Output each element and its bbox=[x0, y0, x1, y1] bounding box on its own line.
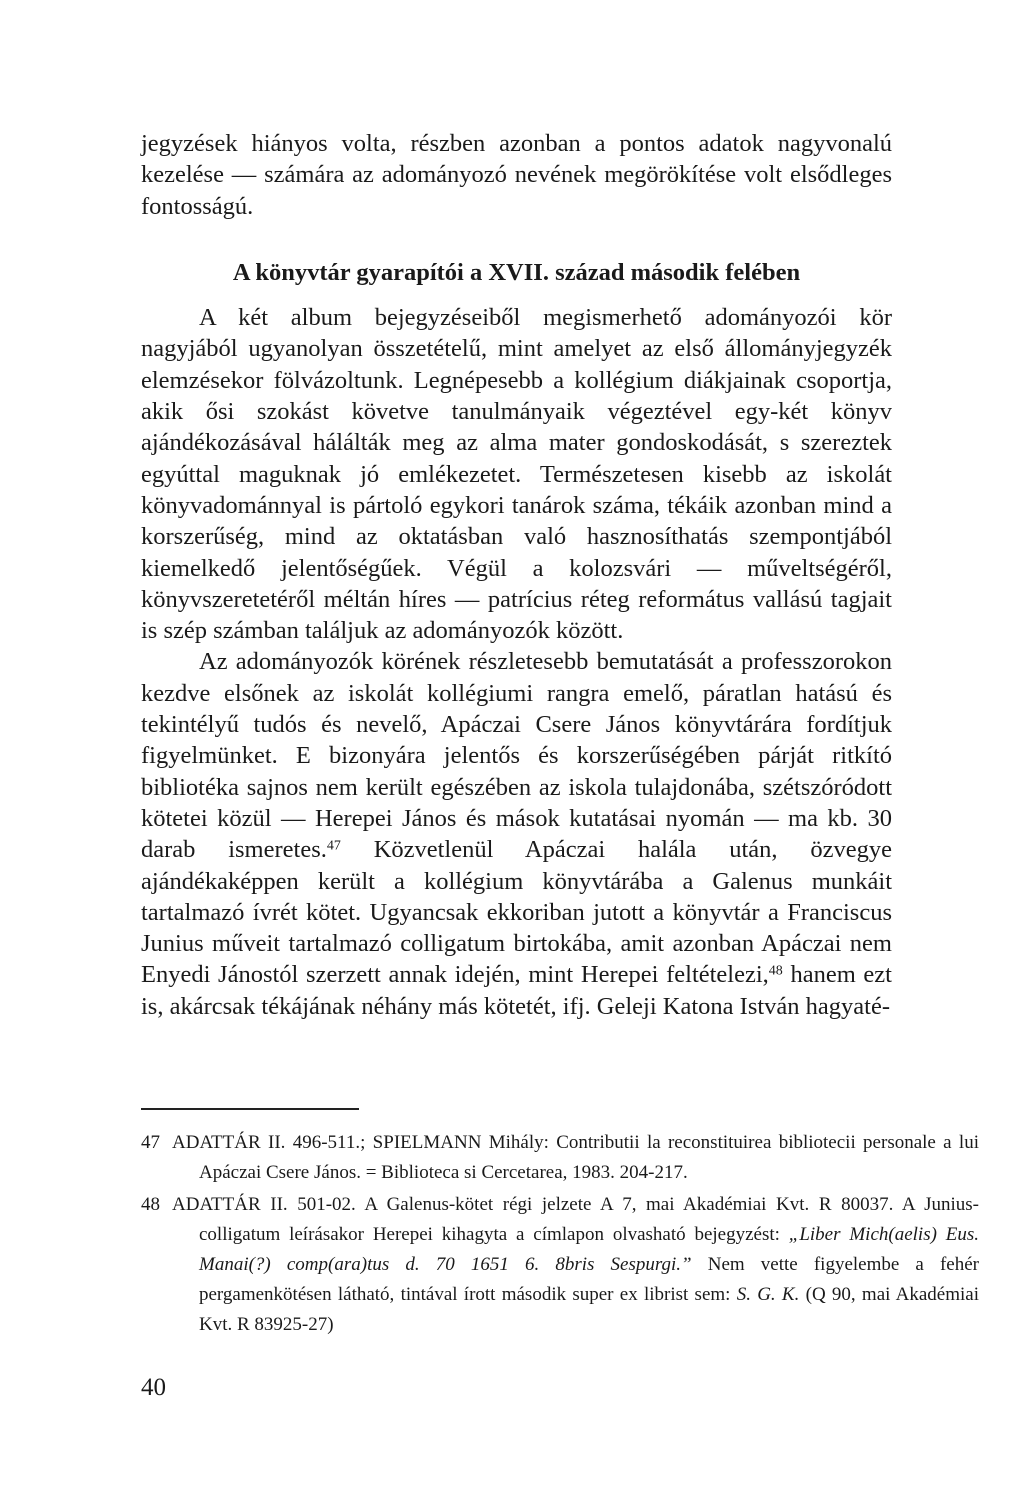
intro-paragraph: jegyzések hiányos volta, részben azonban a pontos adatok nagyvonalú kezelése — számára az adományozó nevének megörökítése volt elsődleges fontosságú. bbox=[141, 130, 892, 220]
paragraph-2-text-b: Közvetlenül Apáczai halála után, özvegye ajándékaképpen került a kollégium könyvtárába a Galenus munkáit tartalmazó ívrét kötet. Ugyancsak ekkoriban jutott a könyvtár a Franciscus Junius műveit tartalmazó colligatum birtokába, amit azonban Apáczai nem Enyedi Jánostól szerzett annak idején, mint Herepei feltételezi, bbox=[141, 836, 892, 989]
footnote-ref-47[interactable]: 47 bbox=[326, 838, 341, 854]
footnotes bbox=[141, 1128, 979, 1342]
page-number: 40 bbox=[141, 1374, 166, 1401]
paragraph-2-text-a: Az adományozók körének részletesebb bemutatását a professzorokon kezdve elsőnek az iskolát kollégiumi rangra emelő, páratlan hatású és tekintélyű tudós és nevelő, Apáczai Csere János könyvtárára fordítjuk figyelmünket. E bizonyára jelentős és korszerűségében párját ritkító bibliotéka sajnos nem került egészében az iskola tulajdonába, szétszóródott kötetei közül — Herepei János és mások kutatásai nyomán — ma kb. 30 darab ismeretes. bbox=[141, 648, 892, 864]
footnote-ref-48[interactable]: 48 bbox=[768, 963, 783, 979]
footnote-text: ADATTÁR II. 496-511.; SPIELMANN Mihály: Contributii la reconstituirea bibliotecii personale a lui Apáczai Csere János. = Biblioteca si Cercetarea, 1983. 204-217. bbox=[172, 1132, 979, 1183]
footnote-text: ADATTÁR II. 501-02. A Galenus-kötet régi jelzete A 7, mai Akadémiai Kvt. R 80037. A Junius-colligatum leírásakor Herepei kihagyta a címlapon olvasható bejegyzést: bbox=[172, 1194, 979, 1245]
footnote-initials: S. G. K. bbox=[736, 1284, 800, 1305]
footnote-number: 48 bbox=[141, 1194, 160, 1215]
page-body bbox=[141, 128, 892, 1022]
footnote-divider bbox=[141, 1108, 359, 1110]
footnote-text: Nem vette figyelembe a fehér pergamenkötésen látható, tintával írott második super ex librist sem: bbox=[199, 1254, 979, 1305]
section-heading: A könyvtár gyarapítói a XVII. század második felében bbox=[232, 258, 801, 286]
paragraph-2-text-c: hanem ezt is, akárcsak tékájának néhány más kötetét, ifj. Geleji Katona István hagyaté- bbox=[141, 961, 892, 1020]
body-paragraph-2 bbox=[141, 646, 892, 1022]
footnote-47 bbox=[141, 1128, 979, 1188]
footnote-48 bbox=[141, 1190, 979, 1340]
footnote-quote: „Liber Mich(aelis) Eus. Manai(?) comp(ara)tus d. 70 1651 6. 8bris Sespurgi.” bbox=[199, 1224, 979, 1275]
footnote-text: (Q 90, mai Akadémiai Kvt. R 83925-27) bbox=[199, 1284, 979, 1335]
body-paragraph-1: A két album bejegyzéseiből megismerhető adományozói kör nagyjából ugyanolyan összetételű, mint amelyet az első állományjegyzék elemzésekor fölvázoltunk. Legnépesebb a kollégium diákjainak csoportja, akik ősi szokást követve tanulmányaik végeztével egy-két könyv ajándékozásával hálálták meg az alma mater gondoskodását, s szereztek egyúttal maguknak jó emlékezetet. Természetesen kisebb az iskolát könyvadománnyal is pártoló egykori tanárok száma, tékáik azonban mind a korszerűség, mind az oktatásban való hasznosíthatás szempontjából kiemelkedő jelentőségűek. Végül a kolozsvári — műveltségéről, könyvszeretetéről méltán híres — patrícius réteg református vallású tagjait is szép számban találjuk az adományozók között. bbox=[141, 304, 892, 645]
footnote-number: 47 bbox=[141, 1132, 160, 1153]
